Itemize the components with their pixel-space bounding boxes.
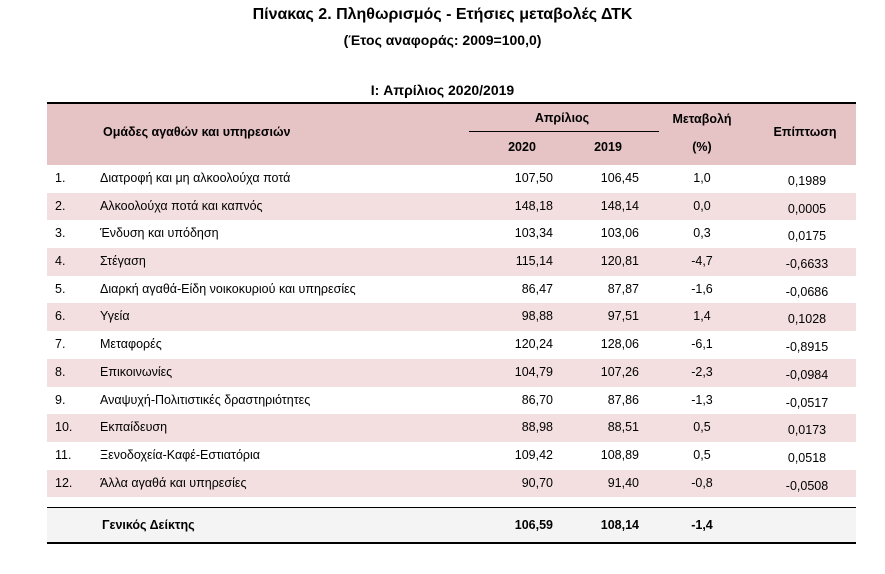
row-impact: -0,0508 — [785, 478, 829, 493]
table-row — [47, 387, 856, 415]
table-row — [47, 414, 856, 442]
row-value-2019: 88,51 — [607, 420, 639, 435]
table-row — [47, 470, 856, 498]
row-value-2020: 148,18 — [514, 198, 553, 213]
row-category: Αλκοολούχα ποτά και καπνός — [100, 198, 263, 213]
total-change: -1,4 — [691, 518, 713, 532]
row-value-2019: 87,87 — [607, 281, 639, 296]
row-value-2019: 103,06 — [600, 226, 639, 241]
row-value-2020: 98,88 — [521, 309, 553, 324]
total-value-2020: 106,59 — [514, 518, 553, 532]
row-number: 8. — [55, 364, 66, 379]
row-value-2019: 106,45 — [600, 171, 639, 185]
row-change: 0,3 — [693, 226, 711, 241]
row-impact: 0,0173 — [787, 423, 827, 438]
header-percent: (%) — [692, 140, 712, 154]
row-category: Διαρκή αγαθά-Είδη νοικοκυριού και υπηρεσίες — [100, 281, 356, 296]
row-value-2020: 90,70 — [521, 475, 553, 490]
row-impact: 0,0518 — [787, 450, 827, 465]
row-change: -2,3 — [691, 364, 713, 379]
header-change: Μεταβολή — [672, 112, 732, 126]
row-change: -0,8 — [691, 475, 713, 490]
row-change: 0,5 — [693, 447, 711, 462]
row-value-2019: 120,81 — [600, 254, 639, 269]
reference-year-note: (Έτος αναφοράς: 2009=100,0) — [343, 32, 542, 48]
table-row — [47, 193, 856, 221]
row-impact: -0,8915 — [785, 340, 829, 355]
row-value-2020: 86,70 — [521, 392, 553, 407]
row-change: -4,7 — [691, 254, 713, 269]
row-value-2020: 88,98 — [521, 420, 553, 435]
row-category: Υγεία — [100, 309, 130, 324]
row-category: Άλλα αγαθά και υπηρεσίες — [100, 475, 247, 490]
row-number: 10. — [55, 420, 73, 435]
row-number: 1. — [55, 171, 66, 185]
row-number: 6. — [55, 309, 66, 324]
row-category: Ένδυση και υπόδηση — [100, 226, 219, 241]
table-row — [47, 276, 856, 304]
row-number: 3. — [55, 226, 66, 241]
table-row — [47, 359, 856, 387]
header-april: Απρίλιος — [534, 111, 590, 125]
section-title: I: Απρίλιος 2020/2019 — [370, 82, 515, 98]
table-row — [47, 165, 856, 193]
row-category: Μεταφορές — [100, 337, 162, 352]
row-value-2020: 120,24 — [514, 337, 553, 352]
row-number: 4. — [55, 254, 66, 269]
row-value-2019: 128,06 — [600, 337, 639, 352]
row-value-2019: 91,40 — [607, 475, 639, 490]
header-april-underline — [469, 131, 659, 132]
row-change: -1,3 — [691, 392, 713, 407]
header-2020: 2020 — [508, 140, 536, 154]
bottom-rule — [47, 542, 856, 544]
row-number: 7. — [55, 337, 66, 352]
header-impact: Επίπτωση — [773, 125, 837, 139]
row-change: -1,6 — [691, 281, 713, 296]
row-change: 0,5 — [693, 420, 711, 435]
row-impact: -0,0517 — [785, 395, 829, 410]
row-change: 1,0 — [693, 171, 711, 185]
row-value-2019: 108,89 — [600, 447, 639, 462]
row-value-2019: 107,26 — [600, 364, 639, 379]
row-impact: 0,1989 — [787, 174, 827, 188]
row-value-2020: 107,50 — [514, 171, 553, 185]
row-value-2019: 87,86 — [607, 392, 639, 407]
row-impact: 0,0005 — [787, 201, 827, 216]
total-value-2019: 108,14 — [600, 518, 639, 532]
row-value-2019: 148,14 — [600, 198, 639, 213]
row-category: Αναψυχή-Πολιτιστικές δραστηριότητες — [100, 392, 311, 407]
row-value-2020: 109,42 — [514, 447, 553, 462]
row-value-2020: 104,79 — [514, 364, 553, 379]
table-row — [47, 248, 856, 276]
row-impact: -0,0984 — [785, 367, 829, 382]
total-label: Γενικός Δείκτης — [102, 518, 195, 532]
row-impact: 0,1028 — [787, 312, 827, 327]
table-title: Πίνακας 2. Πληθωρισμός - Ετήσιες μεταβολές ΔΤΚ — [252, 6, 633, 23]
table-row — [47, 442, 856, 470]
row-value-2019: 97,51 — [607, 309, 639, 324]
row-category: Επικοινωνίες — [100, 364, 173, 379]
row-category: Στέγαση — [100, 254, 146, 269]
table-header — [47, 104, 856, 165]
row-impact: 0,0175 — [787, 229, 827, 244]
table-row — [47, 303, 856, 331]
header-2019: 2019 — [594, 140, 622, 154]
table-body — [47, 165, 856, 497]
row-category: Ξενοδοχεία-Καφέ-Εστιατόρια — [100, 447, 261, 462]
row-number: 11. — [55, 447, 72, 462]
row-number: 5. — [55, 281, 66, 296]
row-change: -6,1 — [691, 337, 713, 352]
row-category: Διατροφή και μη αλκοολούχα ποτά — [100, 171, 291, 185]
row-number: 2. — [55, 198, 66, 213]
table-row — [47, 331, 856, 359]
header-category: Ομάδες αγαθών και υπηρεσιών — [103, 125, 291, 139]
row-change: 0,0 — [693, 198, 711, 213]
table-row — [47, 220, 856, 248]
row-value-2020: 103,34 — [514, 226, 553, 241]
row-value-2020: 115,14 — [515, 254, 553, 269]
row-number: 9. — [55, 392, 66, 407]
row-category: Εκπαίδευση — [100, 420, 168, 435]
row-value-2020: 86,47 — [521, 281, 553, 296]
row-number: 12. — [55, 475, 73, 490]
total-row — [47, 508, 856, 542]
row-change: 1,4 — [693, 309, 711, 324]
row-impact: -0,0686 — [785, 284, 829, 299]
row-impact: -0,6633 — [785, 257, 829, 272]
